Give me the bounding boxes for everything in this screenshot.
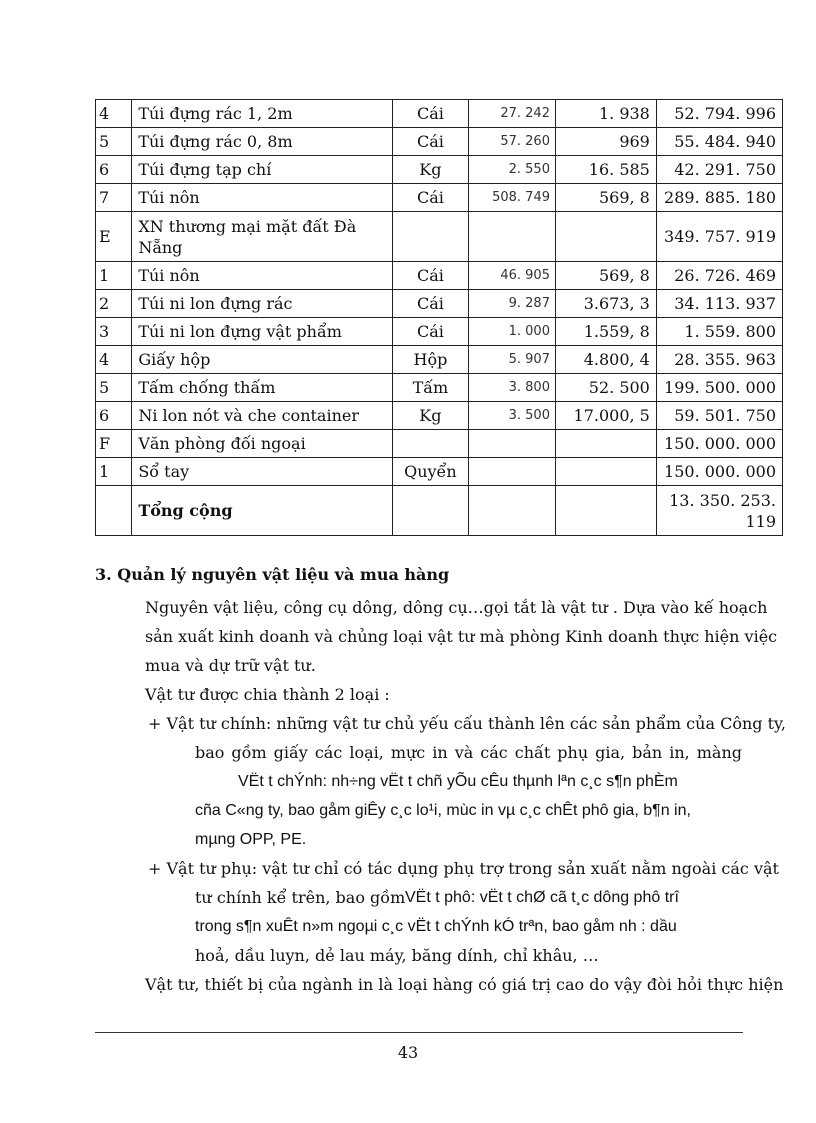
- item-quantity: 1. 000: [469, 318, 556, 346]
- item-name: Túi đựng rác 0, 8m: [132, 128, 392, 156]
- item-unit-price: [555, 212, 656, 262]
- item-unit: Kg: [392, 156, 469, 184]
- item-unit-price: 17.000, 5: [555, 402, 656, 430]
- row-index: [96, 486, 132, 536]
- item-name: Sổ tay: [132, 458, 392, 486]
- table-row: [96, 100, 783, 128]
- footer-divider: [95, 1032, 743, 1033]
- item-quantity: 57. 260: [469, 128, 556, 156]
- group-amount: 349. 757. 919: [656, 212, 782, 262]
- row-index: 1: [96, 458, 132, 486]
- table-row: [96, 346, 783, 374]
- item-unit: [392, 486, 469, 536]
- item-unit: Cái: [392, 128, 469, 156]
- item-name: Giấy hộp: [132, 346, 392, 374]
- item-amount: 150. 000. 000: [656, 458, 782, 486]
- section-heading: 3. Quản lý nguyên vật liệu và mua hàng: [95, 565, 450, 584]
- row-index: 6: [96, 402, 132, 430]
- garbled-text-line: VËt t phô: vËt t chØ cã t¸c dông phô trî: [405, 889, 679, 906]
- table-row: [96, 156, 783, 184]
- item-unit-price: 1. 938: [555, 100, 656, 128]
- item-quantity: 5. 907: [469, 346, 556, 374]
- item-unit-price: 16. 585: [555, 156, 656, 184]
- item-quantity: 2. 550: [469, 156, 556, 184]
- table-row: [96, 290, 783, 318]
- item-unit-price: 52. 500: [555, 374, 656, 402]
- page-number: 43: [397, 1043, 419, 1062]
- item-unit: [392, 430, 469, 458]
- item-unit: Cái: [392, 262, 469, 290]
- row-index: 1: [96, 262, 132, 290]
- item-amount: 42. 291. 750: [656, 156, 782, 184]
- row-index: 4: [96, 100, 132, 128]
- group-row: [96, 430, 783, 458]
- group-name-line: XN thương mại mặt đất Đà: [138, 216, 357, 236]
- item-name: Túi đựng rác 1, 2m: [132, 100, 392, 128]
- group-index: F: [96, 430, 132, 458]
- total-amount-line: 13. 350. 253.: [669, 490, 776, 510]
- bullet-line: + Vật tư chính: những vật tư chủ yếu cấu thành lên các sản phẩm của Công ty,: [148, 714, 787, 733]
- table-row: [96, 374, 783, 402]
- group-index: E: [96, 212, 132, 262]
- item-name: Túi ni lon đựng vật phẩm: [132, 318, 392, 346]
- bullet-line: bao gồm giấy các loại, mực in và các chất phụ gia, bản in, màng: [195, 743, 742, 762]
- group-amount: 150. 000. 000: [656, 430, 782, 458]
- item-name: Túi nôn: [132, 184, 392, 212]
- row-index: 7: [96, 184, 132, 212]
- row-index: 2: [96, 290, 132, 318]
- materials-table: [95, 99, 783, 536]
- item-name: Ni lon nót và che container: [132, 402, 392, 430]
- group-name-line: Nẵng: [138, 237, 183, 257]
- item-unit-price: 4.800, 4: [555, 346, 656, 374]
- item-name: Tấm chống thấm: [132, 374, 392, 402]
- item-unit: Kg: [392, 402, 469, 430]
- garbled-text-line: cña C«ng ty, bao gåm giÊy c¸c lo¹i, mùc in vµ c¸c chÊt phô gia, b¶n in,: [195, 802, 691, 819]
- paragraph-line: Vật tư, thiết bị của ngành in là loại hàng có giá trị cao do vậy đòi hỏi thực hiện: [145, 975, 784, 994]
- item-amount: 55. 484. 940: [656, 128, 782, 156]
- item-amount: 289. 885. 180: [656, 184, 782, 212]
- item-unit: Cái: [392, 184, 469, 212]
- item-quantity: [469, 486, 556, 536]
- item-unit: Cái: [392, 290, 469, 318]
- item-quantity: 46. 905: [469, 262, 556, 290]
- row-index: 4: [96, 346, 132, 374]
- item-amount: 34. 113. 937: [656, 290, 782, 318]
- table-row: [96, 128, 783, 156]
- item-unit: Hộp: [392, 346, 469, 374]
- garbled-text-line: mµng OPP, PE.: [195, 831, 307, 848]
- item-quantity: 27. 242: [469, 100, 556, 128]
- paragraph-line: sản xuất kinh doanh và chủng loại vật tư mà phòng Kinh doanh thực hiện việc: [145, 627, 778, 646]
- garbled-text-line: trong s¶n xuÊt n»m ngoµi c¸c vËt t chÝnh kÓ trªn, bao gåm nh : dầu: [195, 918, 677, 935]
- paragraph-line: Nguyên vật liệu, công cụ dông, dông cụ…gọi tắt là vật tư . Dựa vào kế hoạch: [145, 598, 768, 617]
- table-row: [96, 458, 783, 486]
- item-unit: Tấm: [392, 374, 469, 402]
- group-name: [132, 212, 392, 262]
- bullet-line: tư chính kể trên, bao gồm: [195, 888, 406, 907]
- bullet-line: + Vật tư phụ: vật tư chỉ có tác dụng phụ trợ trong sản xuất nằm ngoài các vật: [148, 859, 779, 878]
- item-amount: 26. 726. 469: [656, 262, 782, 290]
- item-unit-price: [555, 486, 656, 536]
- item-unit: Quyển: [392, 458, 469, 486]
- item-unit-price: 569, 8: [555, 184, 656, 212]
- item-name: Túi ni lon đựng rác: [132, 290, 392, 318]
- group-row: [96, 212, 783, 262]
- total-amount-line: 119: [745, 511, 776, 531]
- total-row: [96, 486, 783, 536]
- table-row: [96, 318, 783, 346]
- item-unit-price: [555, 458, 656, 486]
- row-index: 5: [96, 374, 132, 402]
- paragraph-line: mua và dự trữ vật tư.: [145, 656, 316, 675]
- item-unit: [392, 212, 469, 262]
- item-quantity: [469, 212, 556, 262]
- item-unit: Cái: [392, 100, 469, 128]
- item-amount: 28. 355. 963: [656, 346, 782, 374]
- item-name: Túi nôn: [132, 262, 392, 290]
- paragraph-line: Vật tư được chia thành 2 loại :: [145, 685, 390, 704]
- item-quantity: 9. 287: [469, 290, 556, 318]
- item-quantity: 3. 800: [469, 374, 556, 402]
- item-quantity: [469, 430, 556, 458]
- item-quantity: [469, 458, 556, 486]
- item-amount: 59. 501. 750: [656, 402, 782, 430]
- table-row: [96, 402, 783, 430]
- item-unit: Cái: [392, 318, 469, 346]
- bullet-line: hoả, dầu luyn, dẻ lau máy, băng dính, chỉ khâu, …: [195, 946, 599, 965]
- total-amount: [656, 486, 782, 536]
- table-row: [96, 184, 783, 212]
- item-quantity: 508. 749: [469, 184, 556, 212]
- item-unit-price: 3.673, 3: [555, 290, 656, 318]
- item-amount: 52. 794. 996: [656, 100, 782, 128]
- item-amount: 199. 500. 000: [656, 374, 782, 402]
- row-index: 3: [96, 318, 132, 346]
- item-unit-price: [555, 430, 656, 458]
- item-quantity: 3. 500: [469, 402, 556, 430]
- item-amount: 1. 559. 800: [656, 318, 782, 346]
- total-label: Tổng cộng: [132, 486, 392, 536]
- table-row: [96, 262, 783, 290]
- item-unit-price: 569, 8: [555, 262, 656, 290]
- row-index: 5: [96, 128, 132, 156]
- row-index: 6: [96, 156, 132, 184]
- garbled-text-line: VËt t chÝnh: nh÷ng vËt t chñ yÕu cÊu thµnh lªn c¸c s¶n phÈm: [238, 773, 678, 790]
- group-name: Văn phòng đối ngoại: [132, 430, 392, 458]
- item-unit-price: 1.559, 8: [555, 318, 656, 346]
- item-name: Túi đựng tạp chí: [132, 156, 392, 184]
- item-unit-price: 969: [555, 128, 656, 156]
